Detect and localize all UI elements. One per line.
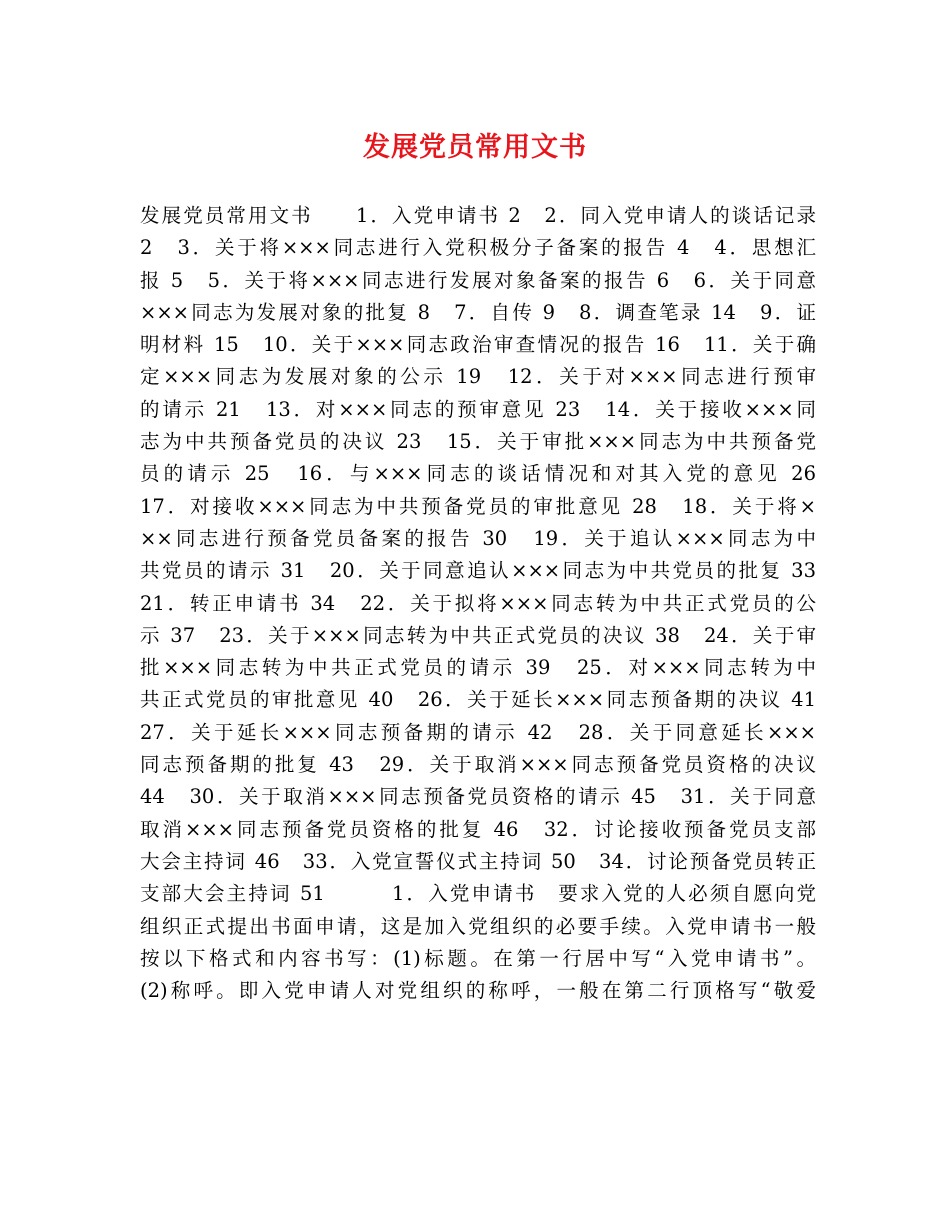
body-line: 共党员的请示 31 20．关于同意追认×××同志为中共党员的批复 33 [140, 559, 816, 583]
body-line: 批×××同志转为中共正式党员的请示 39 25．对×××同志转为中 [140, 656, 816, 680]
document-body [140, 200, 816, 1007]
body-line: 定×××同志为发展对象的公示 19 12．关于对×××同志进行预审 [140, 365, 816, 389]
body-line: 员的请示 25 16．与×××同志的谈话情况和对其入党的意见 26 [140, 462, 816, 486]
body-line: 44 30．关于取消×××同志预备党员资格的请示 45 31．关于同意 [140, 785, 816, 809]
body-line: 17．对接收×××同志为中共预备党员的审批意见 28 18．关于将× [140, 494, 816, 518]
body-line: 志为中共预备党员的决议 23 15．关于审批×××同志为中共预备党 [140, 430, 816, 454]
body-line: 报 5 5．关于将×××同志进行发展对象备案的报告 6 6．关于同意 [140, 268, 816, 292]
body-line: ×××同志为发展对象的批复 8 7．自传 9 8．调查笔录 14 9．证 [140, 300, 816, 324]
body-line: 支部大会主持词 51 1．入党申请书 要求入党的人必须自愿向党 [140, 882, 816, 906]
body-line: 2 3．关于将×××同志进行入党积极分子备案的报告 4 4．思想汇 [140, 236, 816, 260]
body-line: 示 37 23．关于×××同志转为中共正式党员的决议 38 24．关于审 [140, 623, 816, 647]
body-line: 明材料 15 10．关于×××同志政治审查情况的报告 16 11．关于确 [140, 333, 816, 357]
body-line: 按以下格式和内容书写：(1)标题。在第一行居中写“入党申请书”。 [140, 946, 816, 970]
body-line: 同志预备期的批复 43 29．关于取消×××同志预备党员资格的决议 [140, 753, 816, 777]
body-line: ××同志进行预备党员备案的报告 30 19．关于追认×××同志为中 [140, 526, 816, 550]
body-line: 共正式党员的审批意见 40 26．关于延长×××同志预备期的决议 41 [140, 688, 816, 712]
body-line: 的请示 21 13．对×××同志的预审意见 23 14．关于接收×××同 [140, 397, 816, 421]
body-line: 大会主持词 46 33．入党宣誓仪式主持词 50 34．讨论预备党员转正 [140, 849, 816, 873]
body-line: (2)称呼。即入党申请人对党组织的称呼，一般在第二行顶格写“敬爱 [140, 979, 816, 1003]
body-line: 21．转正申请书 34 22．关于拟将×××同志转为中共正式党员的公 [140, 591, 816, 615]
body-line: 组织正式提出书面申请，这是加入党组织的必要手续。入党申请书一般 [140, 914, 816, 938]
document-title: 发展党员常用文书 [363, 132, 587, 163]
body-line: 27．关于延长×××同志预备期的请示 42 28．关于同意延长××× [140, 720, 816, 744]
body-line: 发展党员常用文书 1．入党申请书 2 2．同入党申请人的谈话记录 [140, 204, 816, 227]
body-line: 取消×××同志预备党员资格的批复 46 32．讨论接收预备党员支部 [140, 817, 816, 841]
